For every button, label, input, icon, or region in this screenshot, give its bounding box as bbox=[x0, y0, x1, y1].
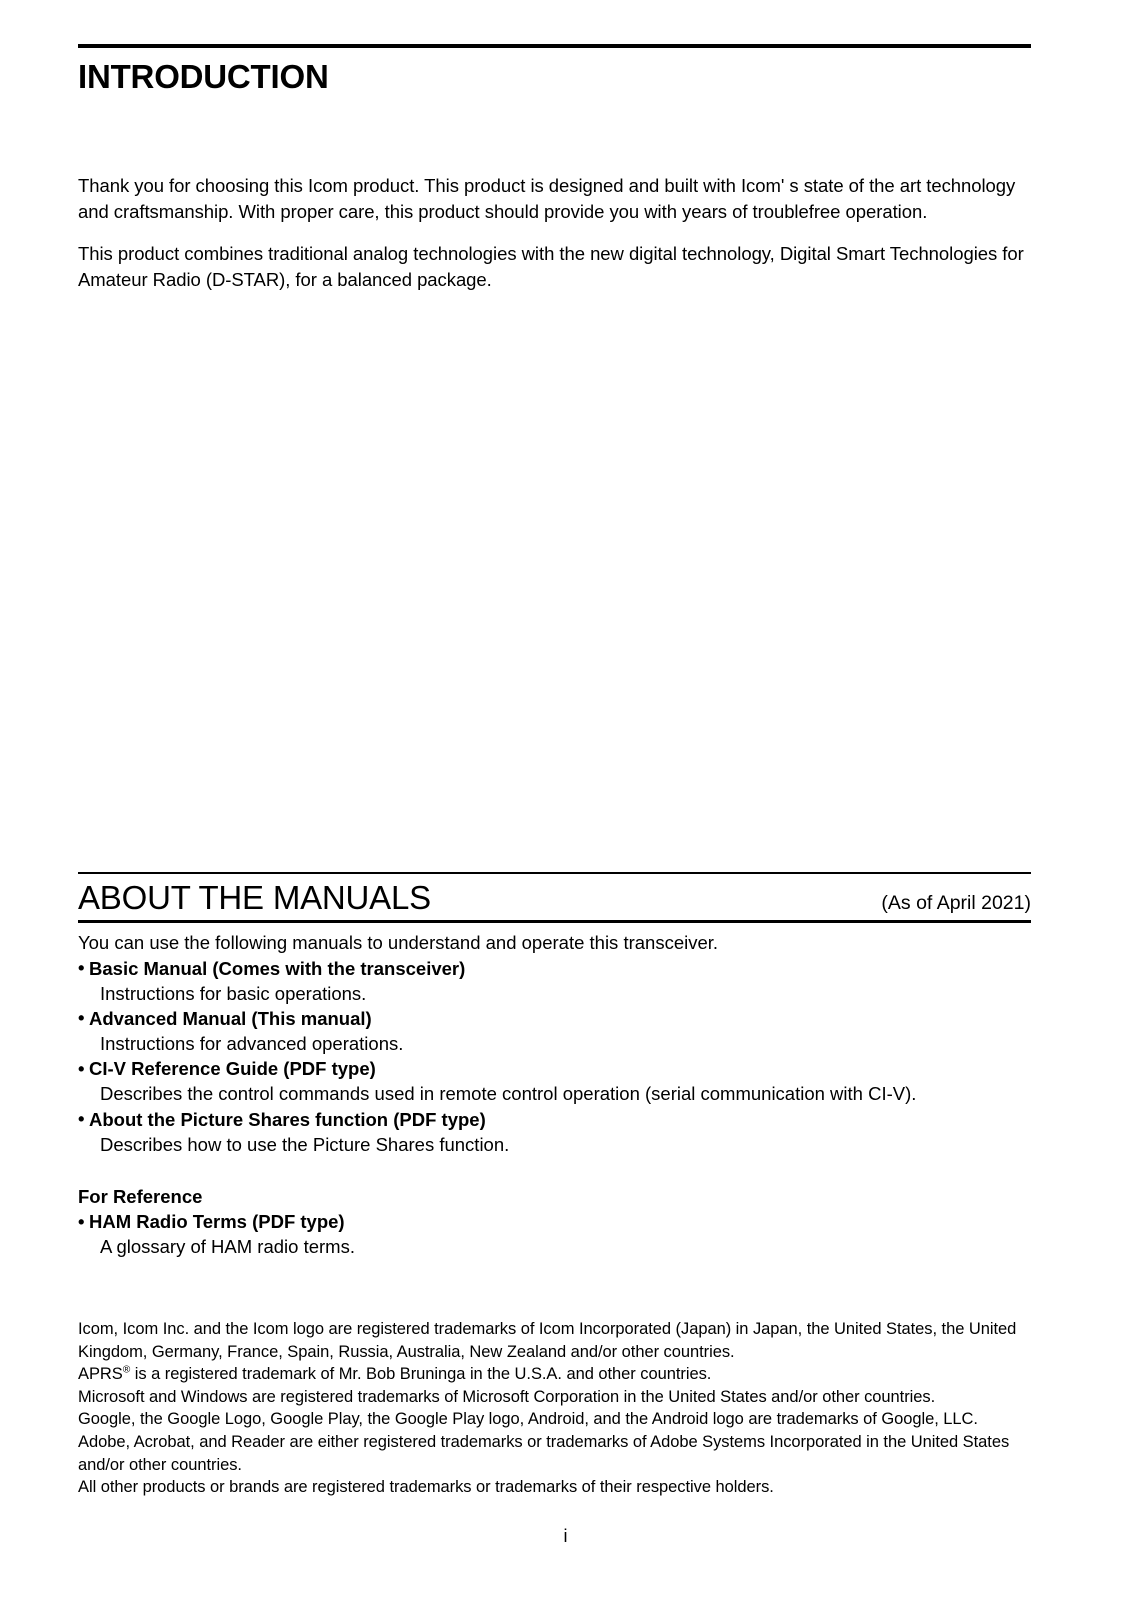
manual-name: CI-V Reference Guide (PDF type) bbox=[89, 1058, 376, 1080]
manual-description: Describes how to use the Picture Shares function. bbox=[100, 1133, 510, 1155]
manuals-intro-line: You can use the following manuals to understand and operate this transceiver. bbox=[78, 932, 719, 954]
list-item bbox=[78, 956, 1031, 1006]
trademark-line-icom: Icom, Icom Inc. and the Icom logo are registered trademarks of Icom Incorporated (Japan) in Japan, the United States, the United Kingdom, Germany, France, Spain, Russia, Australia, New Zealand and/or other countries. bbox=[78, 1320, 1017, 1361]
reference-name: HAM Radio Terms (PDF type) bbox=[89, 1211, 345, 1232]
bullet-icon: • bbox=[78, 1007, 85, 1029]
page-title: INTRODUCTION bbox=[78, 58, 329, 95]
manual-description: Describes the control commands used in remote control operation (serial communication with CI-V). bbox=[100, 1083, 917, 1105]
manuals-bottom-rule bbox=[78, 920, 1031, 923]
manual-name: Basic Manual (Comes with the transceiver) bbox=[89, 957, 466, 979]
bullet-icon: • bbox=[78, 957, 85, 979]
list-item bbox=[78, 1209, 1031, 1259]
manual-name-row bbox=[78, 1056, 1031, 1081]
manual-name: Advanced Manual (This manual) bbox=[89, 1007, 372, 1029]
about-the-manuals-section bbox=[78, 872, 1031, 1259]
trademark-line-adobe: Adobe, Acrobat, and Reader are either registered trademarks or trademarks of Adobe Systems Incorporated in the United States and/or other countries. bbox=[78, 1432, 1010, 1474]
section-divider-rule bbox=[78, 44, 1031, 48]
list-item bbox=[78, 1006, 1031, 1056]
reference-list bbox=[78, 1209, 1031, 1259]
aprs-label: APRS bbox=[78, 1365, 123, 1384]
manual-description: Instructions for basic operations. bbox=[100, 982, 367, 1004]
trademark-line-microsoft: Microsoft and Windows are registered trademarks of Microsoft Corporation in the United States and/or other countries. bbox=[78, 1387, 936, 1406]
aprs-text: is a registered trademark of Mr. Bob Bruninga in the U.S.A. and other countries. bbox=[130, 1365, 712, 1384]
manual-name: About the Picture Shares function (PDF type) bbox=[89, 1108, 486, 1130]
reference-description: A glossary of HAM radio terms. bbox=[100, 1236, 355, 1258]
list-item bbox=[78, 1056, 1031, 1106]
registered-mark-icon: ® bbox=[122, 1364, 131, 1376]
bullet-icon: • bbox=[78, 1108, 85, 1130]
introduction-paragraph-2: This product combines traditional analog technologies with the new digital technology, Digital Smart Technologies for Amateur Radio (D-STAR), for a balanced package. bbox=[78, 243, 1024, 291]
bullet-icon: • bbox=[78, 1210, 85, 1232]
for-reference-heading: For Reference bbox=[78, 1185, 203, 1207]
trademark-line-other: All other products or brands are registered trademarks or trademarks of their respective holders. bbox=[78, 1478, 774, 1497]
manual-list bbox=[78, 956, 1031, 1157]
page-number: i bbox=[563, 1526, 568, 1546]
trademark-notices bbox=[78, 1318, 1031, 1499]
manual-name-row bbox=[78, 956, 1031, 981]
manual-description: Instructions for advanced operations. bbox=[100, 1033, 404, 1055]
bullet-icon: • bbox=[78, 1057, 85, 1079]
manual-name-row bbox=[78, 1107, 1031, 1132]
manuals-heading-row bbox=[78, 880, 1031, 917]
introduction-paragraph-1: Thank you for choosing this Icom product. This product is designed and built with Icom' s state of the art technology and craftsmanship. With proper care, this product should provide you with years of troublefree operation. bbox=[78, 175, 1016, 223]
list-item bbox=[78, 1107, 1031, 1157]
reference-name-row bbox=[78, 1209, 1031, 1234]
manuals-title: ABOUT THE MANUALS bbox=[78, 879, 431, 916]
manuals-top-rule bbox=[78, 872, 1031, 874]
as-of-date: (As of April 2021) bbox=[881, 892, 1031, 914]
manual-name-row bbox=[78, 1006, 1031, 1031]
introduction-section bbox=[78, 44, 1031, 95]
trademark-line-google: Google, the Google Logo, Google Play, the Google Play logo, Android, and the Android logo are trademarks of Google, LLC. bbox=[78, 1410, 978, 1429]
trademark-line-aprs bbox=[78, 1363, 1031, 1386]
